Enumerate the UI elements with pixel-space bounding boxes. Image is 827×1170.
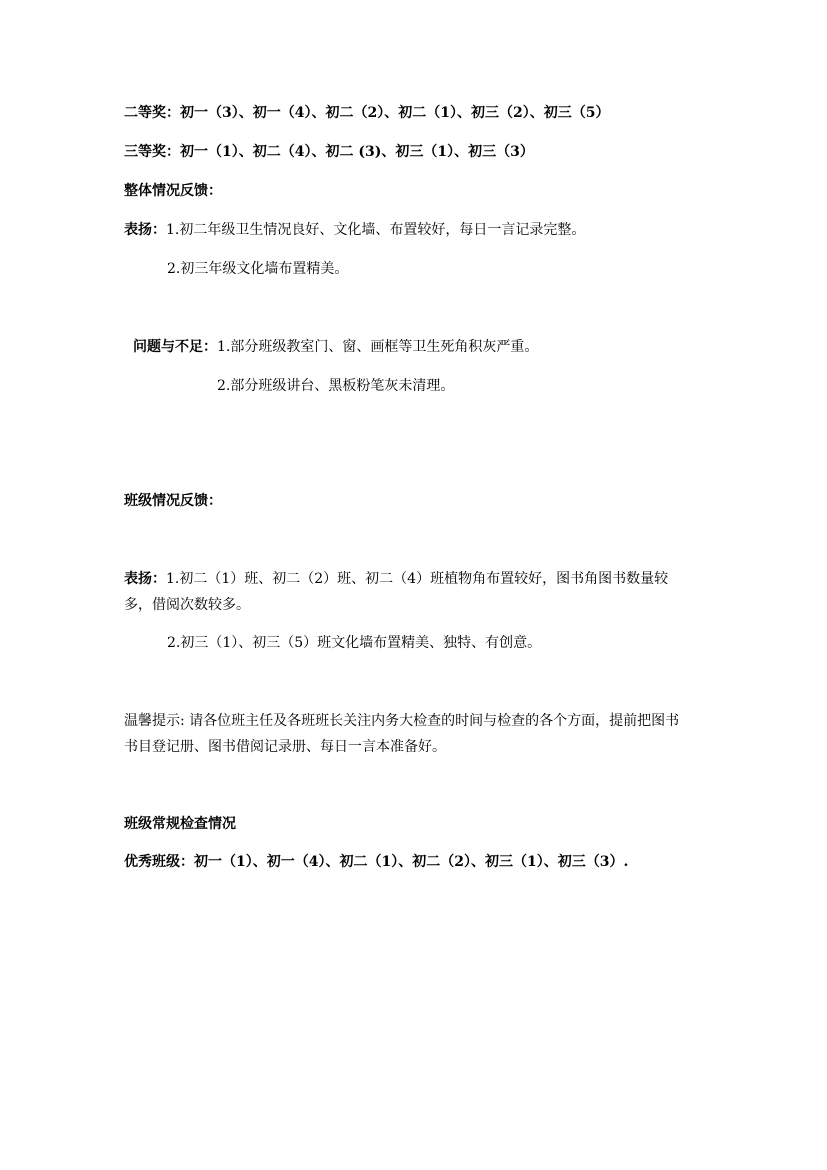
praise-label: 表扬：	[124, 222, 166, 238]
third-prize-line: 三等奖：初一（1）、初二（4）、初二 (3)、初三（1）、初三（3）	[124, 144, 534, 160]
class-praise-paragraph-1	[124, 566, 684, 618]
overall-issues-line-1	[133, 337, 538, 357]
overall-praise-line-2: 2.初三年级文化墙布置精美。	[167, 261, 349, 277]
second-prize-line: 二等奖：初一（3）、初一（4）、初二（2）、初二（1）、初三（2）、初三（5）	[124, 105, 610, 121]
class-praise-label: 表扬：	[124, 571, 166, 587]
class-praise-text-1: 1.初二（1）班、初二（2）班、初二（4）班植物角布置较好，图书角图书数量较多，借阅次数较多。	[124, 571, 669, 613]
routine-check-heading: 班级常规检查情况	[124, 816, 236, 832]
class-feedback-heading: 班级情况反馈：	[124, 493, 222, 509]
class-praise-line-2: 2.初三（1）、初三（5）班文化墙布置精美、独特、有创意。	[167, 635, 542, 651]
overall-issues-line-2: 2.部分班级讲台、黑板粉笔灰未清理。	[217, 378, 455, 394]
excellent-classes-line: 优秀班级：初一（1）、初一（4）、初二（1）、初二（2）、初三（1）、初三（3）.	[124, 854, 629, 870]
overall-praise-line-1	[124, 220, 585, 240]
overall-praise-text-1: 1.初二年级卫生情况良好、文化墙、布置较好，每日一言记录完整。	[166, 222, 586, 238]
overall-issue-text-1: 1.部分班级教室门、窗、画框等卫生死角积灰严重。	[217, 339, 539, 355]
reminder-paragraph: 温馨提示: 请各位班主任及各班班长关注内务大检查的时间与检查的各个方面，提前把图书书目登记册、图书借阅记录册、每日一言本准备好。	[124, 713, 680, 755]
overall-feedback-heading: 整体情况反馈：	[124, 183, 222, 199]
issues-label: 问题与不足：	[133, 339, 217, 355]
